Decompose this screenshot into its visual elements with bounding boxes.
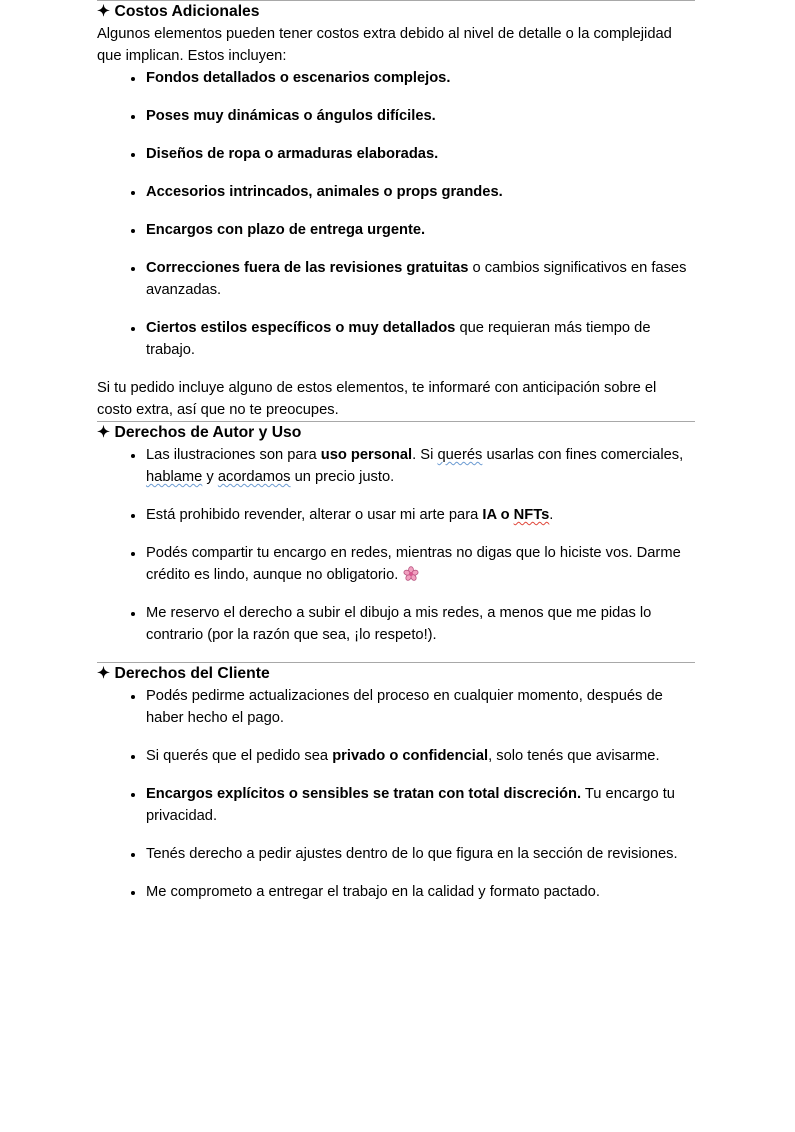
costos-bullet-list — [97, 67, 695, 361]
list-item — [145, 143, 695, 165]
list-item — [145, 444, 695, 488]
text-run: Ciertos estilos específicos o muy detallados — [146, 320, 456, 336]
list-item — [145, 219, 695, 241]
text-run: Correcciones fuera de las revisiones gratuitas — [146, 260, 469, 276]
list-item — [145, 67, 695, 89]
text-run: Encargos explícitos o sensibles se tratan con total discreción. — [146, 786, 582, 802]
list-item — [145, 602, 695, 646]
list-item — [145, 745, 695, 767]
text-run: Podés compartir tu encargo en redes, mientras no digas que lo hiciste vos. Darme crédito es lindo, aunque no obligatorio. — [146, 545, 681, 583]
text-run: privado o confidencial — [332, 748, 489, 764]
text-run: Si querés que el pedido sea — [146, 748, 333, 764]
list-item — [145, 881, 695, 903]
text-run: . Si — [412, 447, 438, 463]
text-run: usarlas con fines comerciales, — [482, 447, 684, 463]
text-run-spellcheck: querés — [437, 447, 483, 463]
list-item — [145, 504, 695, 526]
text-run: Está prohibido revender, alterar o usar mi arte para — [146, 507, 483, 523]
text-run: Diseños de ropa o armaduras elaboradas. — [146, 146, 439, 162]
text-run: Poses muy dinámicas o ángulos difíciles. — [146, 108, 436, 124]
costos-outro-paragraph: Si tu pedido incluye alguno de estos elementos, te informaré con anticipación sobre el costo extra, así que no te preocupes. — [97, 380, 657, 418]
text-run: . — [549, 507, 554, 523]
derechos-autor-bullet-list — [97, 444, 695, 646]
section-heading-derechos-autor: ✦ Derechos de Autor y Uso — [97, 424, 302, 441]
text-run: o cambios significativos en fases avanzadas. — [146, 260, 687, 298]
text-run: Las ilustraciones son para — [146, 447, 321, 463]
text-run-spellcheck: hablame — [146, 469, 203, 485]
text-run: Tenés derecho a pedir ajustes dentro de lo que figura en la sección de revisiones. — [146, 846, 678, 862]
section-heading-costos-adicionales: ✦ Costos Adicionales — [97, 3, 260, 20]
list-item — [145, 542, 695, 586]
text-run: Me reservo el derecho a subir el dibujo a mis redes, a menos que me pidas lo contrario (por la razón que sea, ¡lo respeto!). — [146, 605, 652, 643]
text-run: Encargos con plazo de entrega urgente. — [146, 222, 426, 238]
text-run: Me comprometo a entregar el trabajo en la calidad y formato pactado. — [146, 884, 600, 900]
list-item — [145, 105, 695, 127]
text-run: un precio justo. — [290, 469, 395, 485]
text-run: Podés pedirme actualizaciones del proceso en cualquier momento, después de haber hecho el pago. — [146, 688, 663, 726]
cherry-blossom-emoji — [403, 566, 419, 582]
costos-intro-paragraph: Algunos elementos pueden tener costos extra debido al nivel de detalle o la complejidad que implican. Estos incluyen: — [97, 26, 672, 64]
text-run-spellcheck: NFTs — [513, 507, 550, 523]
text-run: , solo tenés que avisarme. — [488, 748, 660, 764]
text-run: Accesorios intrincados, animales o props grandes. — [146, 184, 503, 200]
text-run-spellcheck: acordamos — [217, 469, 291, 485]
text-run: IA o — [482, 507, 514, 523]
list-item — [145, 181, 695, 203]
text-run: y — [202, 469, 218, 485]
section-heading-derechos-cliente: ✦ Derechos del Cliente — [97, 665, 270, 682]
list-item — [145, 257, 695, 301]
text-run: que requieran más tiempo de trabajo. — [146, 320, 651, 358]
list-item — [145, 317, 695, 361]
list-item — [145, 783, 695, 827]
list-item — [145, 843, 695, 865]
derechos-cliente-bullet-list — [97, 685, 695, 903]
text-run: Fondos detallados o escenarios complejos. — [146, 70, 451, 86]
text-run: uso personal — [320, 447, 413, 463]
list-item — [145, 685, 695, 729]
text-run: Tu encargo tu privacidad. — [146, 786, 675, 824]
